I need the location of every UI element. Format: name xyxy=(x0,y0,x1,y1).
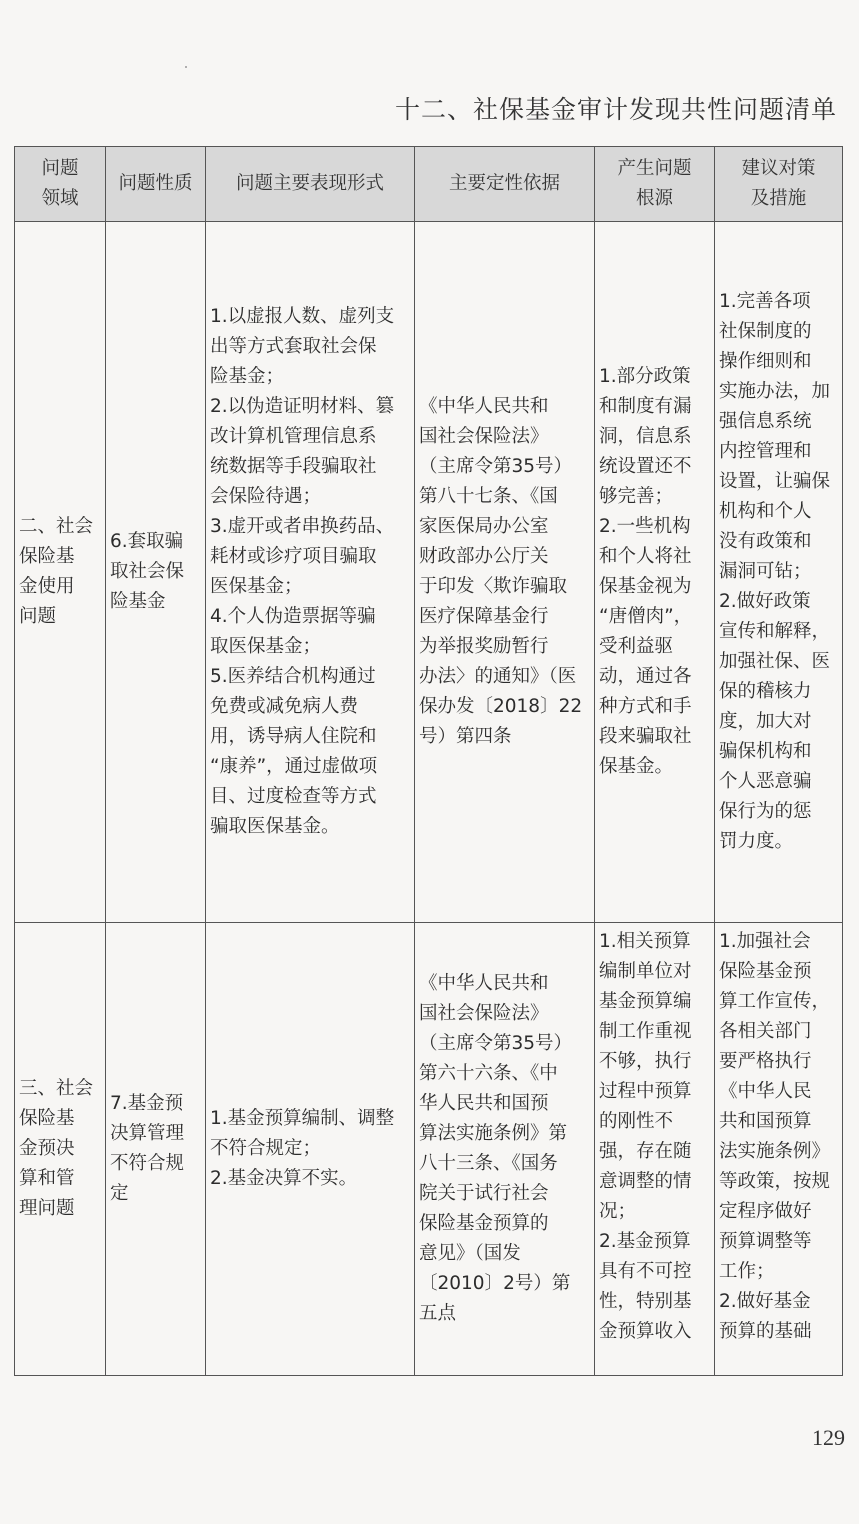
header-nature: 问题性质 xyxy=(106,147,206,222)
header-basis: 主要定性依据 xyxy=(415,147,595,222)
header-area: 问题 领域 xyxy=(15,147,106,222)
header-root-cause: 产生问题 根源 xyxy=(595,147,715,222)
cell-basis: 《中华人民共和 国社会保险法》 （主席令第35号） 第八十七条、《国 家医保局办公室 财政部办公厅关 于印发〈欺诈骗取 医疗保障基金行 为举报奖励暂行 办法〉的通知》（医 保办发〔2018〕22 号）第四条 xyxy=(415,222,595,923)
cell-manifestation: 1.基金预算编制、调整 不符合规定； 2.基金决算不实。 xyxy=(206,923,415,1376)
table-row xyxy=(15,923,843,1376)
cell-area: 二、社会 保险基 金使用 问题 xyxy=(15,222,106,923)
scan-speck xyxy=(185,66,187,68)
audit-issue-table xyxy=(14,146,843,1376)
table-header-row xyxy=(15,147,843,222)
table-row xyxy=(15,222,843,923)
cell-root-cause: 1.相关预算 编制单位对 基金预算编 制工作重视 不够，执行 过程中预算 的刚性不 强，存在随 意调整的情 况； 2.基金预算 具有不可控 性，特别基 金预算收入 xyxy=(595,923,715,1376)
cell-root-cause: 1.部分政策 和制度有漏 洞，信息系 统设置还不 够完善； 2.一些机构 和个人将社 保基金视为 “唐僧肉”， 受利益驱 动，通过各 种方式和手 段来骗取社 保基金。 xyxy=(595,222,715,923)
cell-nature: 7.基金预 决算管理 不符合规 定 xyxy=(106,923,206,1376)
page-number: 129 xyxy=(812,1425,845,1450)
cell-area: 三、社会 保险基 金预决 算和管 理问题 xyxy=(15,923,106,1376)
cell-nature: 6.套取骗 取社会保 险基金 xyxy=(106,222,206,923)
cell-suggestion: 1.完善各项 社保制度的 操作细则和 实施办法，加 强信息系统 内控管理和 设置，让骗保 机构和个人 没有政策和 漏洞可钻； 2.做好政策 宣传和解释， 加强社保、医 保的稽核力 度，加大对 骗保机构和 个人恶意骗 保行为的惩 罚力度。 xyxy=(715,222,843,923)
cell-basis: 《中华人民共和 国社会保险法》 （主席令第35号） 第六十六条、《中 华人民共和国预 算法实施条例》第 八十三条、《国务 院关于试行社会 保险基金预算的 意见》（国发 〔2010〕2号）第 五点 xyxy=(415,923,595,1376)
cell-suggestion: 1.加强社会 保险基金预 算工作宣传， 各相关部门 要严格执行 《中华人民 共和国预算 法实施条例》 等政策，按规 定程序做好 预算调整等 工作； 2.做好基金 预算的基础 xyxy=(715,923,843,1376)
cell-manifestation: 1.以虚报人数、虚列支 出等方式套取社会保 险基金； 2.以伪造证明材料、篡 改计算机管理信息系 统数据等手段骗取社 会保险待遇； 3.虚开或者串换药品、 耗材或诊疗项目骗取 医保基金； 4.个人伪造票据等骗 取医保基金； 5.医养结合机构通过 免费或减免病人费 用，诱导病人住院和 “康养”，通过虚做项 目、过度检查等方式 骗取医保基金。 xyxy=(206,222,415,923)
header-suggestion: 建议对策 及措施 xyxy=(715,147,843,222)
page-title: 十二、社保基金审计发现共性问题清单 xyxy=(394,95,837,124)
header-manifestation: 问题主要表现形式 xyxy=(206,147,415,222)
